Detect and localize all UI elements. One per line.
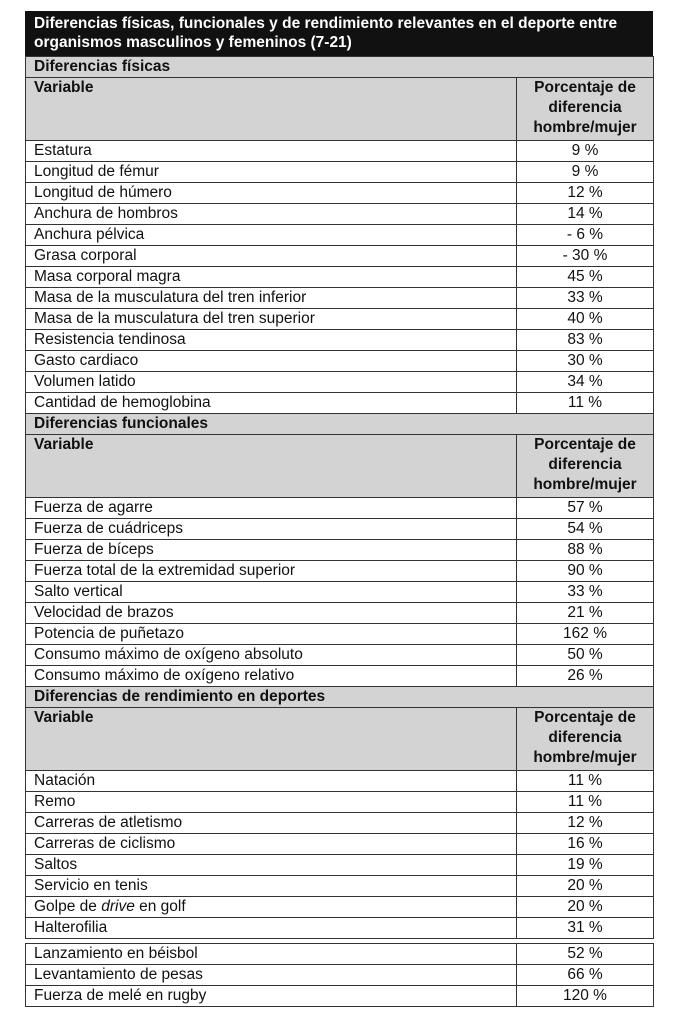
section-title: Diferencias de rendimiento en deportes [26,687,654,708]
table-row [26,944,654,965]
table-row [26,267,654,288]
table-row [26,162,654,183]
row-value: - 6 % [517,225,654,246]
row-value: 66 % [517,965,654,986]
section-title: Diferencias funcionales [26,414,654,435]
row-label: Cantidad de hemoglobina [26,393,517,414]
column-header-variable: Variable [26,708,517,771]
row-label [26,897,517,918]
table-row [26,183,654,204]
row-value: - 30 % [517,246,654,267]
row-label-post: en golf [134,898,186,915]
row-label: Carreras de ciclismo [26,834,517,855]
row-label: Halterofilia [26,918,517,939]
row-value: 162 % [517,624,654,645]
section-header-functional [26,414,654,435]
table-row [26,834,654,855]
table-row [26,792,654,813]
table-row [26,309,654,330]
row-value: 88 % [517,540,654,561]
row-value: 12 % [517,183,654,204]
row-label: Resistencia tendinosa [26,330,517,351]
column-header-percent: Porcentaje de diferencia hombre/mujer [517,435,654,498]
table-row [26,582,654,603]
row-value: 52 % [517,944,654,965]
row-value: 90 % [517,561,654,582]
column-header-row [26,78,654,141]
section-header-sports-performance [26,687,654,708]
row-value: 26 % [517,666,654,687]
row-label: Salto vertical [26,582,517,603]
table-title: Diferencias físicas, funcionales y de rendimiento relevantes en el deporte entre organismos masculinos y femeninos (7-21) [25,11,653,56]
table-row [26,540,654,561]
table-row [26,897,654,918]
row-label: Potencia de puñetazo [26,624,517,645]
row-label: Anchura de hombros [26,204,517,225]
row-value: 12 % [517,813,654,834]
column-header-percent: Porcentaje de diferencia hombre/mujer [517,78,654,141]
row-value: 30 % [517,351,654,372]
row-value: 120 % [517,986,654,1007]
table-row [26,519,654,540]
row-value: 11 % [517,792,654,813]
table-row [26,771,654,792]
row-label: Velocidad de brazos [26,603,517,624]
row-label: Longitud de húmero [26,183,517,204]
table-row [26,813,654,834]
row-value: 31 % [517,918,654,939]
table-row [26,876,654,897]
row-value: 34 % [517,372,654,393]
row-label: Anchura pélvica [26,225,517,246]
row-value: 20 % [517,897,654,918]
row-label: Remo [26,792,517,813]
row-value: 11 % [517,393,654,414]
row-label: Natación [26,771,517,792]
comparison-table-sheet [25,11,653,1007]
row-value: 20 % [517,876,654,897]
row-value: 19 % [517,855,654,876]
column-header-row [26,708,654,771]
row-label: Estatura [26,141,517,162]
row-value: 54 % [517,519,654,540]
row-value: 50 % [517,645,654,666]
table-row [26,225,654,246]
row-label: Longitud de fémur [26,162,517,183]
table-row [26,246,654,267]
table-row [26,561,654,582]
row-label: Levantamiento de pesas [26,965,517,986]
row-label: Lanzamiento en béisbol [26,944,517,965]
row-label: Fuerza de agarre [26,498,517,519]
column-header-variable: Variable [26,78,517,141]
table-row [26,666,654,687]
row-value: 9 % [517,141,654,162]
row-label: Grasa corporal [26,246,517,267]
table-row [26,624,654,645]
table-row [26,372,654,393]
row-label: Gasto cardiaco [26,351,517,372]
column-header-row [26,435,654,498]
column-header-percent: Porcentaje de diferencia hombre/mujer [517,708,654,771]
row-value: 33 % [517,582,654,603]
table-row [26,330,654,351]
row-value: 21 % [517,603,654,624]
row-value: 57 % [517,498,654,519]
table-row [26,918,654,939]
table-row [26,204,654,225]
section-header-physical [26,57,654,78]
row-label: Masa corporal magra [26,267,517,288]
row-label: Fuerza de cuádriceps [26,519,517,540]
table-row [26,986,654,1007]
table-row [26,141,654,162]
row-label: Fuerza total de la extremidad superior [26,561,517,582]
row-label: Volumen latido [26,372,517,393]
row-value: 14 % [517,204,654,225]
table-row [26,393,654,414]
row-value: 9 % [517,162,654,183]
row-label: Saltos [26,855,517,876]
row-label: Masa de la musculatura del tren superior [26,309,517,330]
row-label: Servicio en tenis [26,876,517,897]
row-value: 83 % [517,330,654,351]
column-header-variable: Variable [26,435,517,498]
row-label: Fuerza de bíceps [26,540,517,561]
row-label: Masa de la musculatura del tren inferior [26,288,517,309]
row-label: Consumo máximo de oxígeno relativo [26,666,517,687]
table-row [26,603,654,624]
table-row [26,498,654,519]
row-value: 40 % [517,309,654,330]
table-row [26,645,654,666]
main-table [25,56,654,939]
row-label: Consumo máximo de oxígeno absoluto [26,645,517,666]
table-row [26,351,654,372]
row-label: Carreras de atletismo [26,813,517,834]
row-value: 11 % [517,771,654,792]
section-title: Diferencias físicas [26,57,654,78]
row-label-pre: Golpe de [34,898,102,915]
row-value: 45 % [517,267,654,288]
row-label-emphasis: drive [101,898,135,915]
table-row [26,288,654,309]
table-row [26,965,654,986]
continued-table [25,943,654,1007]
table-row [26,855,654,876]
row-value: 16 % [517,834,654,855]
row-label: Fuerza de melé en rugby [26,986,517,1007]
row-value: 33 % [517,288,654,309]
